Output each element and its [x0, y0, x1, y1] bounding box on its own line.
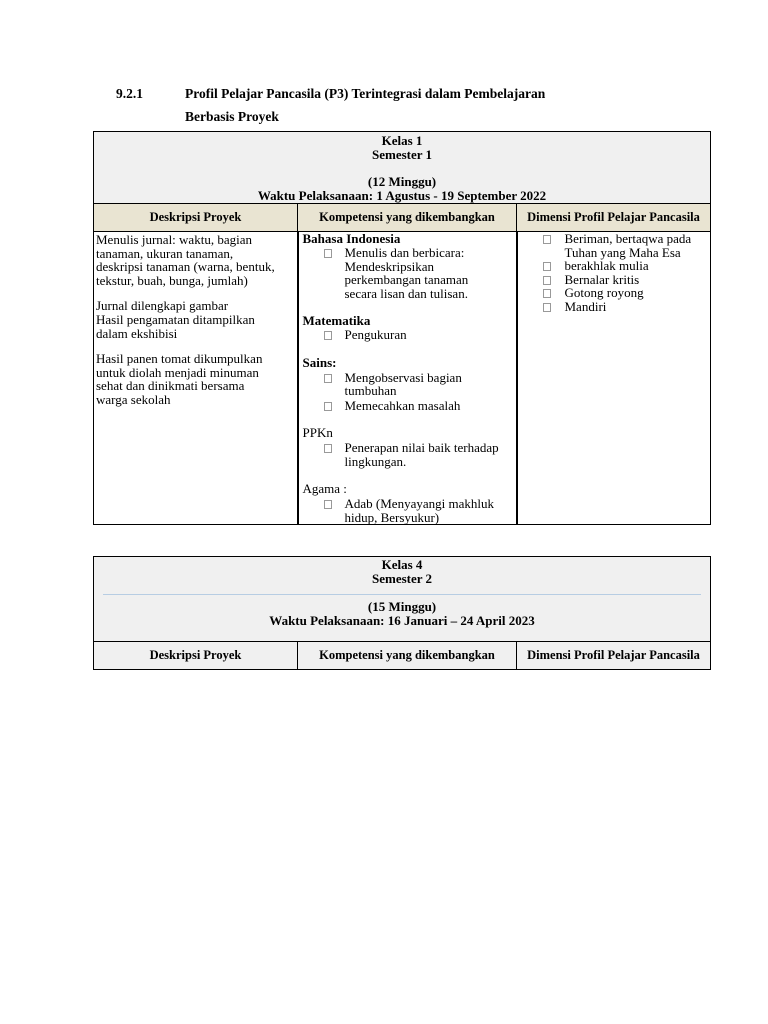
table1-waktu: Waktu Pelaksanaan: 1 Agustus - 19 September 2022 — [257, 188, 547, 203]
table2-waktu: Waktu Pelaksanaan: 16 Januari – 24 April 2023 — [269, 613, 535, 628]
kompetensi-cell — [298, 232, 517, 525]
checkbox-bullet-icon — [543, 289, 551, 298]
bullet-item: Pengukuran — [303, 328, 516, 342]
deskripsi-line: tekstur, buah, bunga, jumlah) — [96, 272, 248, 288]
project-table-kelas-4 — [93, 556, 711, 670]
section-number: 9.2.1 — [116, 86, 143, 101]
subject-agama: Agama : — [302, 481, 347, 496]
table2-col-deskripsi: Deskripsi Proyek — [94, 642, 298, 670]
checkbox-bullet-icon — [324, 374, 332, 383]
bullet-item: Mengobservasi bagian tumbuhan — [303, 371, 516, 398]
table2-col-kompetensi: Kompetensi yang dikembangkan — [298, 642, 517, 670]
deskripsi-line: Menulis jurnal: waktu, bagian — [96, 232, 252, 247]
bullet-item: Menulis dan berbicara: Mendeskripsikan perkembangan tanaman secara lisan dan tulisan. — [303, 246, 516, 300]
deskripsi-line: Hasil panen tomat dikumpulkan — [96, 351, 263, 367]
deskripsi-line: Jurnal dilengkapi gambar — [96, 298, 229, 314]
deskripsi-line: Hasil pengamatan ditampilkan — [96, 311, 255, 327]
checkbox-bullet-icon — [543, 262, 551, 271]
checkbox-bullet-icon — [324, 402, 332, 411]
subject-bahasa-indonesia: Bahasa Indonesia — [302, 231, 401, 246]
table2-col-dimensi: Dimensi Profil Pelajar Pancasila — [517, 642, 711, 670]
table1-semester: Semester 1 — [371, 147, 433, 162]
deskripsi-line: deskripsi tanaman (warna, bentuk, — [96, 259, 275, 275]
checkbox-bullet-icon — [543, 235, 551, 244]
table2-header — [94, 557, 711, 642]
table2-kelas: Kelas 4 — [381, 557, 423, 572]
bullet-item: berakhlak mulia — [518, 259, 711, 273]
table1-header — [94, 132, 711, 204]
bullet-item: Gotong royong — [518, 286, 711, 300]
deskripsi-line: dalam ekshibisi — [96, 325, 178, 341]
section-title-line2: Berbasis Proyek — [185, 109, 279, 124]
subject-matematika: Matematika — [302, 313, 371, 328]
checkbox-bullet-icon — [324, 444, 332, 453]
table1-minggu: (12 Minggu) — [367, 174, 437, 189]
checkbox-bullet-icon — [324, 249, 332, 258]
deskripsi-line: tanaman, ukuran tanaman, — [96, 245, 234, 261]
deskripsi-line: sehat dan dinikmati bersama — [96, 378, 245, 394]
bullet-item: Memecahkan masalah — [303, 399, 516, 413]
bullet-item: Penerapan nilai baik terhadap lingkungan. — [303, 441, 516, 468]
table1-col-deskripsi: Deskripsi Proyek — [94, 204, 298, 232]
dimensi-cell — [517, 232, 711, 525]
deskripsi-line: warga sekolah — [96, 391, 171, 407]
table1-col-dimensi: Dimensi Profil Pelajar Pancasila — [517, 204, 711, 232]
deskripsi-line: untuk diolah menjadi minuman — [96, 364, 259, 380]
header-divider — [103, 594, 701, 595]
subject-ppkn: PPKn — [302, 425, 333, 440]
checkbox-bullet-icon — [543, 276, 551, 285]
bullet-item: Mandiri — [518, 300, 711, 314]
subject-sains: Sains: — [302, 354, 337, 370]
project-table-kelas-1 — [93, 131, 711, 525]
bullet-item: Bernalar kritis — [518, 273, 711, 287]
bullet-item: Beriman, bertaqwa pada Tuhan yang Maha Esa — [518, 232, 711, 259]
table1-col-kompetensi: Kompetensi yang dikembangkan — [298, 204, 517, 232]
checkbox-bullet-icon — [543, 303, 551, 312]
table2-minggu: (15 Minggu) — [367, 599, 437, 614]
checkbox-bullet-icon — [324, 331, 332, 340]
deskripsi-proyek-cell — [94, 232, 298, 525]
table2-semester: Semester 2 — [371, 571, 433, 586]
table1-kelas: Kelas 1 — [381, 133, 423, 148]
bullet-item: Adab (Menyayangi makhluk hidup, Bersyukur) — [303, 497, 516, 524]
section-title-line1: Profil Pelajar Pancasila (P3) Terintegrasi dalam Pembelajaran — [185, 86, 546, 101]
checkbox-bullet-icon — [324, 500, 332, 509]
